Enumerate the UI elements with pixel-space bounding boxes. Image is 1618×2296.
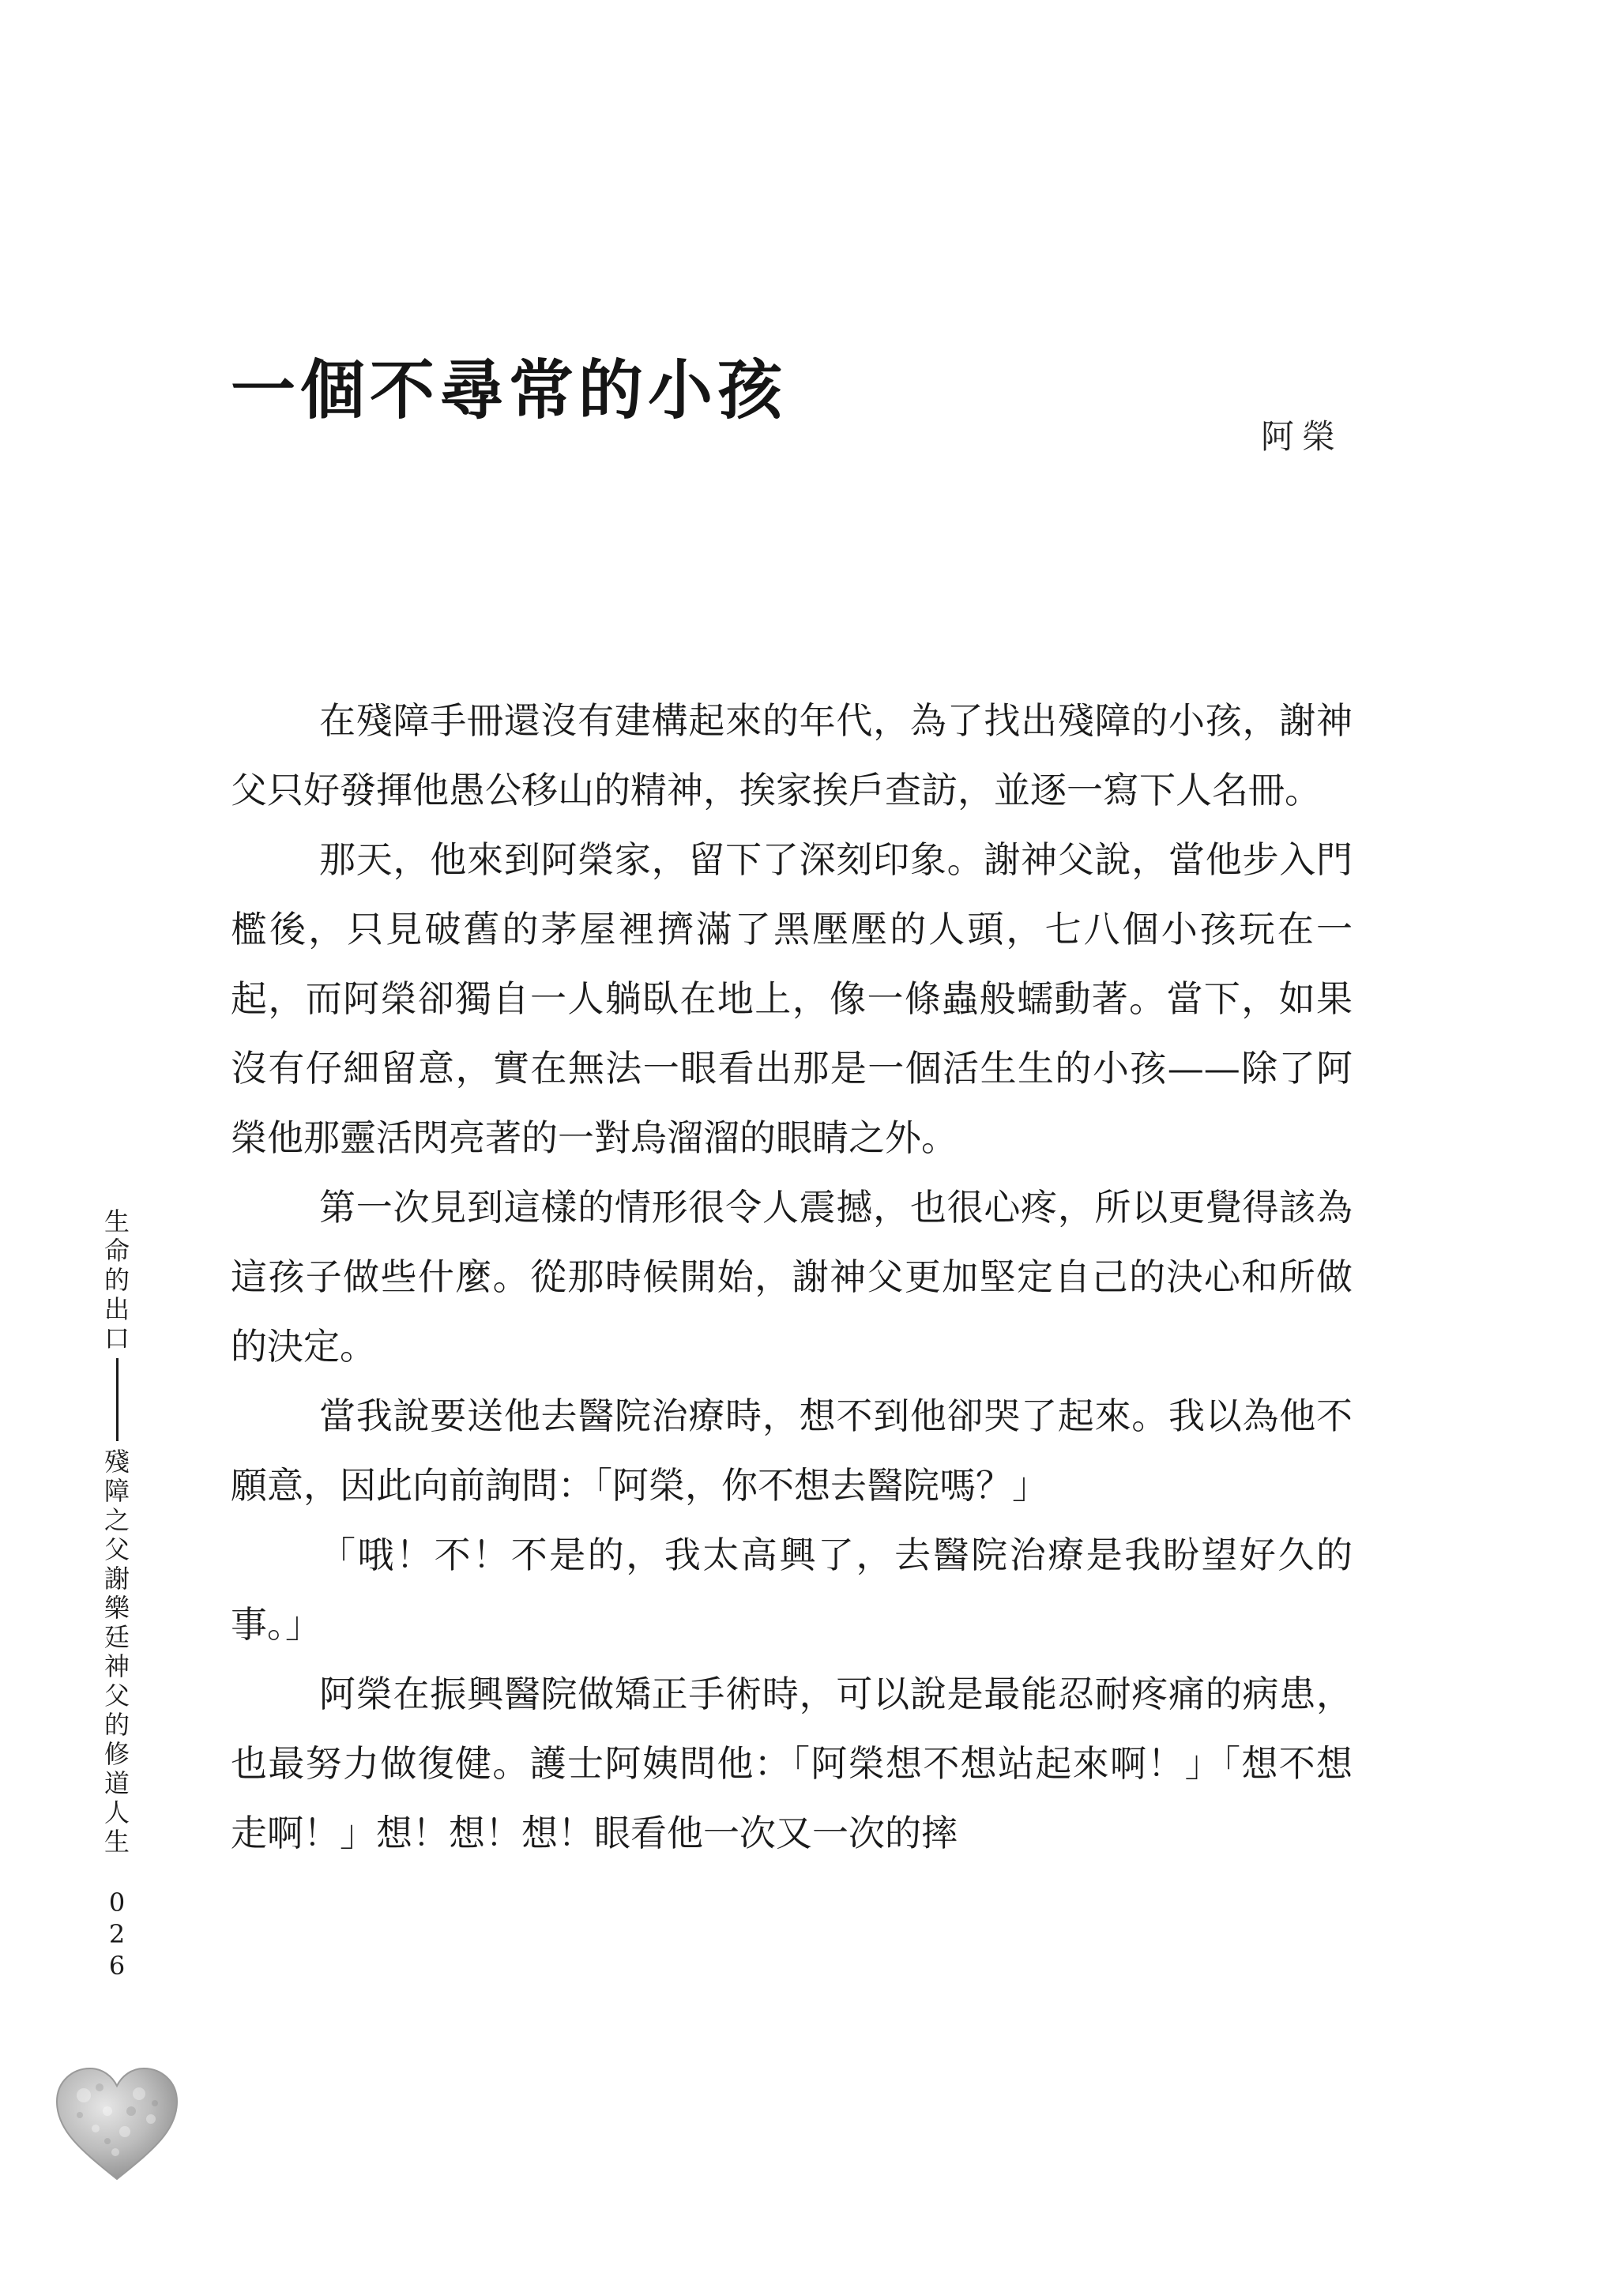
- page-number-digit: 2: [108, 1919, 126, 1949]
- running-head-char: 口: [103, 1323, 130, 1353]
- paragraph-5: 「哦！不！不是的，我太高興了，去醫院治療是我盼望好久的事。」: [231, 1534, 1353, 1646]
- running-head-char: 樂: [103, 1593, 130, 1623]
- running-head-char: 殘: [103, 1447, 130, 1477]
- paragraph-4: 當我說要送他去醫院治療時，想不到他卻哭了起來。我以為他不願意，因此向前詢問：「阿榮，你不想去醫院嗎？」: [231, 1395, 1353, 1507]
- page-title: 一個不尋常的小孩: [231, 352, 788, 428]
- running-head-char: 父: [103, 1681, 130, 1711]
- page-number: [93, 1888, 141, 1983]
- running-head-char: 的: [103, 1710, 130, 1740]
- paragraph-3: 第一次見到這樣的情形很令人震撼，也很心疼，所以更覺得該為這孩子做些什麼。從那時候開始，謝神父更加堅定自己的決心和所做的決定。: [231, 1186, 1353, 1368]
- paragraph-2: 那天，他來到阿榮家，留下了深刻印象。謝神父說，當他步入門檻後，只見破舊的茅屋裡擠滿了黑壓壓的人頭，七八個小孩玩在一起，而阿榮卻獨自一人躺臥在地上，像一條蟲般蠕動著。當下，如果沒有仔細留意，實在無法一眼看出那是一個活生生的小孩——除了阿榮他那靈活閃亮著的一對烏溜溜的眼睛之外。: [231, 838, 1353, 1159]
- running-head-char: 修: [103, 1739, 130, 1769]
- running-head-char: 之: [103, 1505, 130, 1535]
- running-head-char: 生: [103, 1206, 130, 1236]
- running-head-dash: [116, 1358, 119, 1441]
- running-head-char: 人: [103, 1797, 130, 1827]
- running-head-char: 出: [103, 1294, 130, 1324]
- paragraph-6: 阿榮在振興醫院做矯正手術時，可以說是最能忍耐疼痛的病患，也最努力做復健。護士阿姨問他：「阿榮想不想站起來啊！」「想不想走啊！」想！想！想！眼看他一次又一次的摔: [231, 1673, 1353, 1854]
- page-number-digit: 6: [108, 1951, 126, 1981]
- running-head-char: 的: [103, 1265, 130, 1295]
- running-head-char: 障: [103, 1476, 130, 1506]
- running-head-char: 生: [103, 1827, 130, 1857]
- page-number-digit: 0: [108, 1888, 126, 1918]
- running-head-char: 謝: [103, 1564, 130, 1594]
- heart-shape: [57, 2068, 177, 2179]
- running-head: [93, 1207, 141, 1983]
- paragraph-1: 在殘障手冊還沒有建構起來的年代，為了找出殘障的小孩，謝神父只好發揮他愚公移山的精神，挨家挨戶查訪，並逐一寫下人名冊。: [231, 699, 1353, 811]
- article-body: [231, 686, 1353, 1868]
- author-name: 阿榮: [1260, 417, 1343, 456]
- running-head-char: 道: [103, 1768, 130, 1798]
- running-head-char: 父: [103, 1534, 130, 1564]
- running-head-char: 命: [103, 1236, 130, 1266]
- running-head-char: 廷: [103, 1622, 130, 1652]
- running-head-char: 神: [103, 1651, 130, 1681]
- heart-icon: [52, 2064, 182, 2182]
